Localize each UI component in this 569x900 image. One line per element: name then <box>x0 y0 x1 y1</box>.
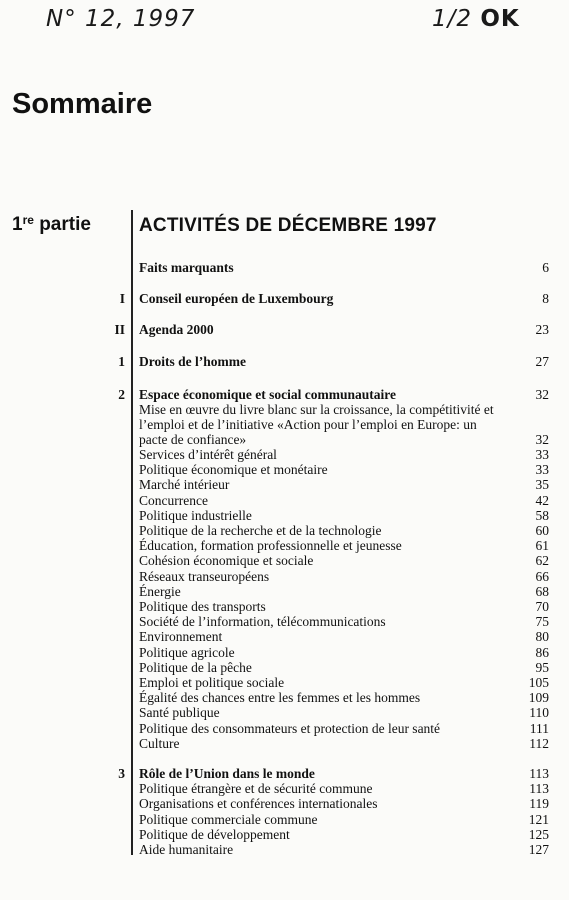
entry-page: 8 <box>542 291 549 306</box>
toc-item[interactable] <box>139 675 549 690</box>
handwritten-issue-note: N° 12, 1997 <box>46 6 196 32</box>
item-page: 70 <box>535 599 549 614</box>
item-page: 66 <box>535 568 549 584</box>
toc-intro-paragraph[interactable]: Mise en œuvre du livre blanc sur la croissance, la compétitivité et l’emploi et de l’initiative «Action pour l’emploi en Europe: un pacte de confiance» <box>139 402 494 448</box>
item-title: Environnement <box>139 629 223 645</box>
toc-entry-conseil-europeen[interactable] <box>139 291 549 306</box>
toc-item[interactable] <box>139 812 549 827</box>
toc-item[interactable] <box>139 477 549 492</box>
item-title: Réseaux transeuropéens <box>139 568 270 584</box>
toc-item[interactable] <box>139 827 549 842</box>
entry-title: Conseil européen de Luxembourg <box>139 291 334 306</box>
entry-page: 23 <box>535 322 549 337</box>
toc-item[interactable] <box>139 629 549 644</box>
toc-item[interactable] <box>139 462 549 477</box>
item-title: Politique agricole <box>139 644 235 660</box>
item-page: 113 <box>529 781 549 796</box>
item-title: Politique commerciale commune <box>139 811 318 827</box>
toc-item[interactable] <box>139 538 549 553</box>
entry-number: 1 <box>118 354 125 369</box>
item-page: 105 <box>528 675 549 690</box>
item-title: Énergie <box>139 583 181 599</box>
item-title: Éducation, formation professionnelle et jeunesse <box>139 538 402 554</box>
page-title: Sommaire <box>12 88 153 120</box>
item-title: Politique économique et monétaire <box>139 462 328 478</box>
item-title: Cohésion économique et sociale <box>139 553 314 569</box>
item-page: 109 <box>528 690 549 706</box>
item-title: Politique de la recherche et de la technologie <box>139 523 382 538</box>
item-page: 121 <box>528 811 549 827</box>
part-number: 1 <box>12 214 23 235</box>
chapter-page: 32 <box>535 387 549 402</box>
item-page: 33 <box>535 447 549 462</box>
toc-item[interactable] <box>139 796 549 811</box>
item-title: Égalité des chances entre les femmes et les hommes <box>139 690 421 706</box>
item-page: 95 <box>535 659 549 675</box>
section-heading: ACTIVITÉS DE DÉCEMBRE 1997 <box>139 215 437 236</box>
item-title: Emploi et politique sociale <box>139 675 285 690</box>
item-page: 112 <box>529 735 549 751</box>
item-page: 119 <box>529 796 549 812</box>
entry-title: Faits marquants <box>139 260 234 275</box>
chapter-number: 3 <box>118 766 125 781</box>
part-word: partie <box>39 214 91 235</box>
part-suffix: re <box>22 213 34 227</box>
toc-entry-faits-marquants[interactable] <box>139 260 549 275</box>
entry-number: I <box>119 291 125 306</box>
chapter-title: Rôle de l’Union dans le monde <box>139 766 315 781</box>
toc-item[interactable] <box>139 614 549 629</box>
entry-page: 27 <box>535 354 549 369</box>
item-title: Politique de la pêche <box>139 659 252 675</box>
chapter-title: Espace économique et social communautaire <box>139 387 396 402</box>
toc-item[interactable] <box>139 493 549 508</box>
toc-item[interactable] <box>139 569 549 584</box>
toc-item[interactable] <box>139 721 549 736</box>
entry-number: II <box>114 322 125 337</box>
entry-page: 32 <box>535 432 549 447</box>
item-page: 75 <box>535 614 549 630</box>
toc-item[interactable] <box>139 705 549 720</box>
toc-item[interactable] <box>139 508 549 523</box>
toc-item[interactable] <box>139 584 549 599</box>
item-title: Politique étrangère et de sécurité commune <box>139 781 373 796</box>
item-page: 125 <box>528 826 549 842</box>
item-title: Marché intérieur <box>139 477 230 493</box>
item-title: Culture <box>139 735 180 751</box>
item-page: 110 <box>529 705 549 721</box>
item-page: 58 <box>535 507 549 523</box>
toc-item[interactable] <box>139 553 549 568</box>
item-page: 80 <box>535 629 549 645</box>
entry-title: Droits de l’homme <box>139 354 246 369</box>
item-page: 60 <box>535 523 549 538</box>
item-page: 111 <box>529 720 549 736</box>
toc-item[interactable] <box>139 842 549 857</box>
toc-item[interactable] <box>139 523 549 538</box>
item-page: 42 <box>535 492 549 508</box>
item-page: 86 <box>535 644 549 660</box>
item-page: 68 <box>535 583 549 599</box>
toc-item[interactable] <box>139 645 549 660</box>
toc-item[interactable] <box>139 599 549 614</box>
item-title: Services d’intérêt général <box>139 447 277 462</box>
item-title: Politique des transports <box>139 599 266 614</box>
handwritten-fraction: 1/2 <box>432 6 473 32</box>
toc-item[interactable] <box>139 660 549 675</box>
item-title: Concurrence <box>139 492 208 508</box>
entry-title: Agenda 2000 <box>139 322 214 337</box>
item-page: 61 <box>535 538 549 554</box>
item-page: 127 <box>528 842 549 858</box>
intro-page-row <box>139 432 549 447</box>
item-title: Organisations et conférences internationales <box>139 796 378 812</box>
item-title: Aide humanitaire <box>139 842 234 858</box>
item-title: Santé publique <box>139 705 220 721</box>
item-title: Société de l’information, télécommunications <box>139 614 386 630</box>
chapter-page: 113 <box>529 766 549 781</box>
item-page: 62 <box>535 553 549 569</box>
toc-entry-agenda-2000[interactable] <box>139 322 549 337</box>
handwritten-ok: OK <box>480 6 520 32</box>
toc-entry-droits-homme[interactable] <box>139 354 549 369</box>
toc-item[interactable] <box>139 736 549 751</box>
toc-chapter-role-union[interactable] <box>139 766 549 781</box>
toc-item[interactable] <box>139 690 549 705</box>
item-title: Politique des consommateurs et protection de leur santé <box>139 720 441 736</box>
toc-chapter-espace-economique[interactable] <box>139 387 549 402</box>
toc-item[interactable] <box>139 447 549 462</box>
toc-item[interactable] <box>139 781 549 796</box>
item-page: 33 <box>535 462 549 478</box>
chapter-number: 2 <box>118 387 125 402</box>
item-page: 35 <box>535 477 549 493</box>
item-title: Politique industrielle <box>139 507 252 523</box>
item-title: Politique de développement <box>139 826 290 842</box>
entry-page: 6 <box>542 260 549 275</box>
